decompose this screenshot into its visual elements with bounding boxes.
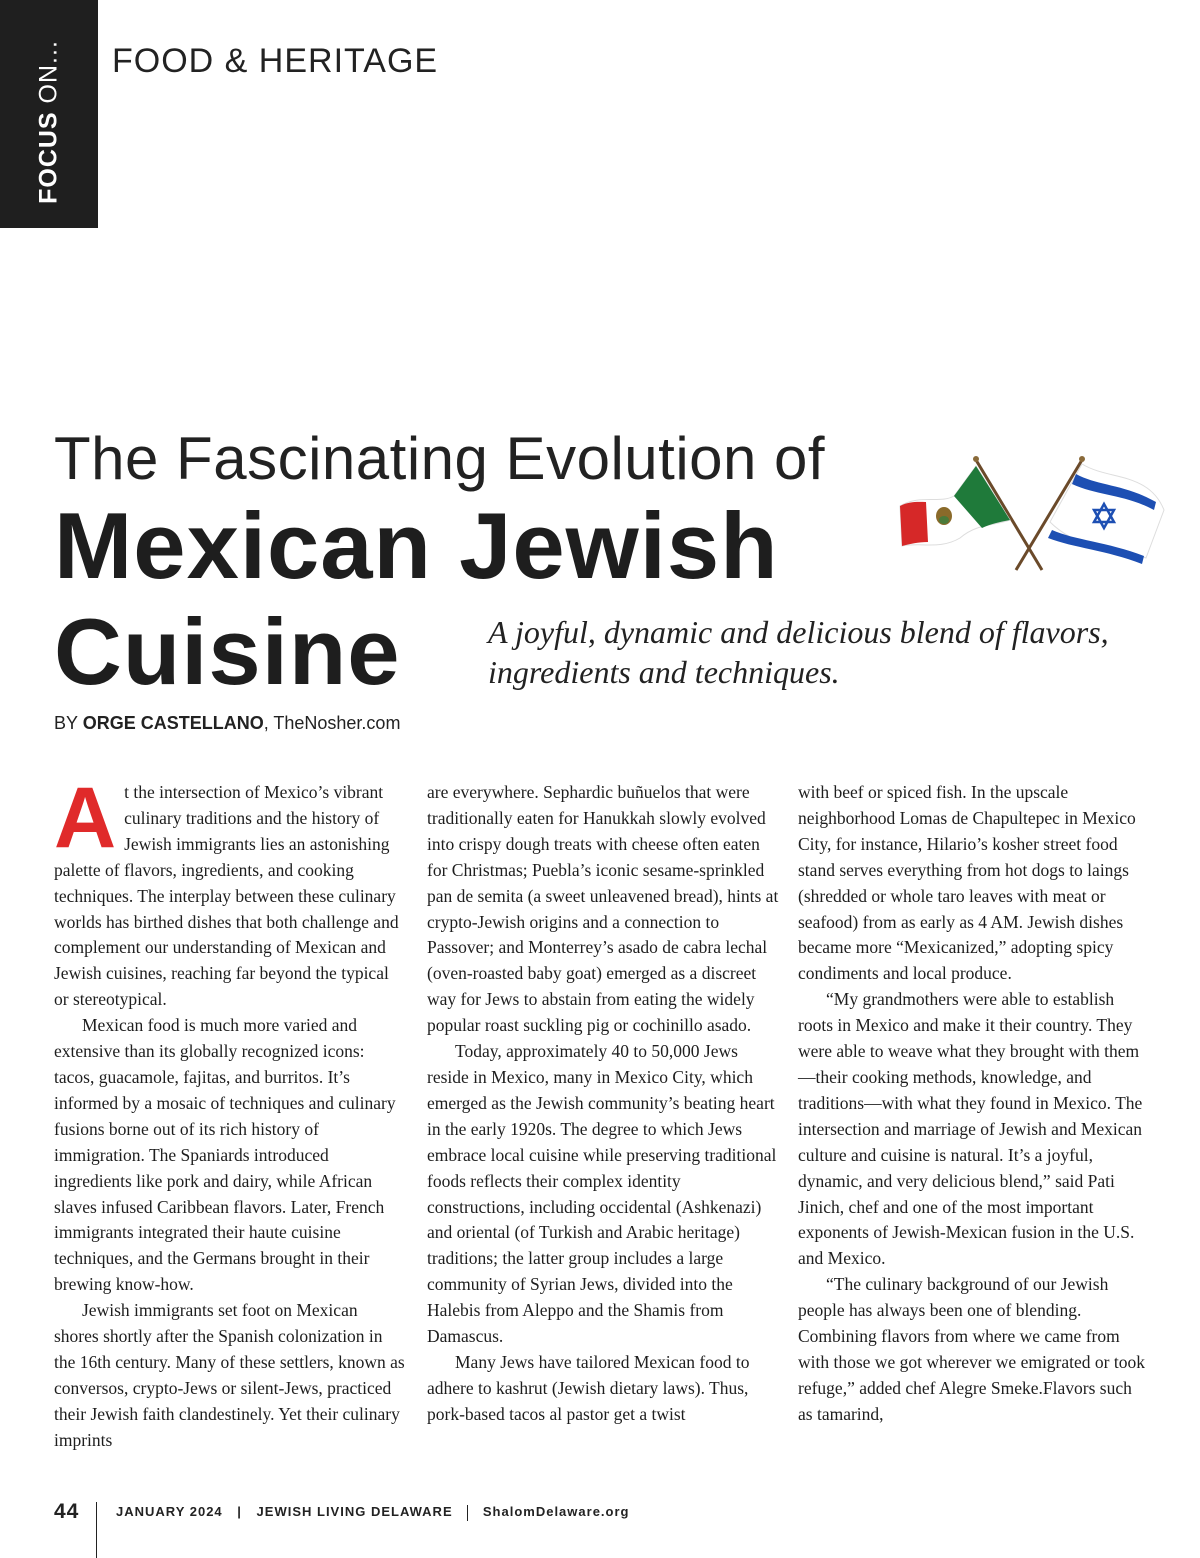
paragraph: with beef or spiced fish. In the upscale neighborhood Lomas de Chapultepec in Mexico City, for instance, Hilario’s kosher street food stand serves everything from hot dogs to laings (shredded or whole taro leaves with meat or seafood) from as early as 4 AM. Jewish dishes became more “Mexicanized,” adopting spicy condiments and local produce. [798, 782, 1136, 984]
article-column-1 [54, 770, 406, 1454]
paragraph: Jewish immigrants set foot on Mexican shores shortly after the Spanish colonization in the 16th century. Many of these settlers, known as conversos, crypto-Jews or silent-Jews, practiced their Jewish faith clandestinely. Yet their culinary imprints [54, 1300, 405, 1450]
paragraph: “My grandmothers were able to establish roots in Mexico and make it their country. They were able to weave what they brought with them—their cooking methods, knowledge, and traditions—with what they found in Mexico. The intersection and marriage of Jewish and Mexican culture and cuisine is natural. It’s a joyful, dynamic, and very delicious blend,” said Pati Jinich, chef and one of the most important exponents of Jewish-Mexican fusion in the U.S. and Mexico. [798, 989, 1143, 1269]
section-tab-label [35, 40, 64, 204]
paragraph-text: t the intersection of Mexico’s vibrant culinary traditions and the history of Jewish immigrants lies an astonishing palette of flavors, ingredients, and cooking techniques. The interplay between these culinary worlds has birthed dishes that both challenge and complement our understanding of Mexican and Jewish cuisines, reaching far beyond the typical or stereotypical. [54, 782, 399, 1010]
byline [54, 713, 400, 734]
drop-cap: A [54, 770, 117, 866]
article-column-2 [427, 780, 779, 1428]
section-tab [0, 0, 98, 228]
page-number: 44 [54, 1500, 80, 1523]
issue-date: JANUARY 2024 [116, 1504, 223, 1519]
byline-author: ORGE CASTELLANO [82, 713, 264, 733]
paragraph: “The culinary background of our Jewish people has always been one of blending. Combining flavors from where we came from with those we got wherever we emigrated or took refuge,” added chef Alegre Smeke.Flavors such as tamarind, [798, 1274, 1145, 1424]
tab-light-text: ON... [34, 40, 63, 104]
headline-line-3: Cuisine [54, 599, 401, 704]
byline-prefix: BY [54, 713, 83, 733]
footer-divider-line [96, 1502, 97, 1558]
paragraph: Mexican food is much more varied and extensive than its globally recognized icons: tacos, guacamole, fajitas, and burritos. It’s informed by a mosaic of techniques and culinary fusions borne out of its rich history of immigration. The Spaniards introduced ingredients like pork and dairy, while African slaves infused Caribbean flavors. Later, French immigrants integrated their haute cuisine techniques, and the Germans brought in their brewing know-how. [54, 1015, 396, 1295]
headline-line-1: The Fascinating Evolution of [54, 425, 826, 492]
byline-source: , TheNosher.com [263, 713, 401, 733]
paragraph: are everywhere. Sephardic buñuelos that were traditionally eaten for Hanukkah slowly evolved into crispy dough treats with cheese often eaten for Christmas; Puebla’s iconic sesame-sprinkled pan de semita (a sweet unleavened bread), hints at crypto-Jewish origins and a connection to Passover; and Monterrey’s asado de cabra lechal (oven-roasted baby goat) emerged as a discreet way for Jews to abstain from eating the widely popular roast suckling pig or cochinillo asado. [427, 782, 779, 1036]
tab-bold-text: FOCUS [34, 111, 63, 204]
publication-name: JEWISH LIVING DELAWARE [256, 1504, 453, 1519]
headline-line-2: Mexican Jewish [54, 493, 779, 598]
section-label: FOOD & HERITAGE [112, 42, 439, 80]
mexico-flag-icon [900, 456, 1042, 570]
crossed-flags-illustration [892, 446, 1172, 586]
footer-meta [116, 1504, 629, 1521]
israel-flag-icon [1016, 456, 1164, 570]
footer-separator: | [237, 1504, 242, 1519]
paragraph [54, 770, 406, 1013]
subtitle: A joyful, dynamic and delicious blend of flavors, ingredients and techniques. [488, 614, 1109, 690]
article-column-3 [798, 780, 1150, 1428]
paragraph: Today, approximately 40 to 50,000 Jews reside in Mexico, many in Mexico City, which emerged as the Jewish community’s beating heart in the early 1920s. The degree to which Jews embrace local cuisine while preserving traditional foods reflects their complex identity constructions, including occidental (Ashkenazi) and oriental (of Turkish and Arabic heritage) traditions; the latter group includes a large community of Syrian Jews, divided into the Halebis from Aleppo and the Shamis from Damascus. [427, 1041, 777, 1347]
website-link[interactable]: ShalomDelaware.org [482, 1504, 630, 1519]
paragraph: Many Jews have tailored Mexican food to adhere to kashrut (Jewish dietary laws). Thus, pork-based tacos al pastor get a twist [427, 1351, 750, 1424]
footer-separator-bar [467, 1505, 468, 1521]
